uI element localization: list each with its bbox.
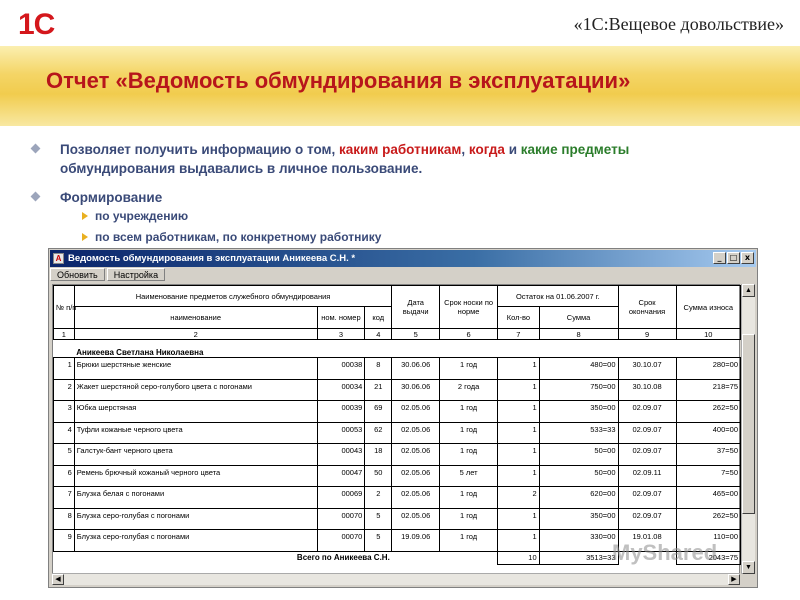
window-title: Ведомость обмундирования в эксплуатации Аникеева С.Н. * xyxy=(68,253,356,264)
item-name: Юбка шерстяная xyxy=(74,401,317,423)
item-name: Блузка серо-голубая с погонами xyxy=(74,530,317,552)
balance-qty: 1 xyxy=(498,508,540,530)
text: обмундирования выдавались в личное пользование. xyxy=(60,161,423,176)
wear-term: 1 год xyxy=(440,508,498,530)
scroll-down-icon[interactable]: ▼ xyxy=(742,561,755,574)
item-code: 69 xyxy=(365,401,392,423)
wear-sum: 400=00 xyxy=(676,422,740,444)
wear-sum: 37=50 xyxy=(676,444,740,466)
window-titlebar[interactable] xyxy=(50,250,756,267)
col-num: 4 xyxy=(365,329,392,340)
balance-qty: 1 xyxy=(498,422,540,444)
item-code: 2 xyxy=(365,487,392,509)
wear-sum: 7=50 xyxy=(676,465,740,487)
header-balance-group: Остаток на 01.06.2007 г. xyxy=(498,286,618,307)
highlight-when: когда xyxy=(468,142,505,157)
bullet-diamond-icon xyxy=(31,192,41,202)
arrow-bullet-icon xyxy=(82,233,88,241)
header-end: Срок окончания xyxy=(618,286,676,329)
end-date: 02.09.11 xyxy=(618,465,676,487)
horizontal-scrollbar[interactable] xyxy=(52,573,740,585)
item-code: 62 xyxy=(365,422,392,444)
table-row[interactable] xyxy=(54,487,741,509)
header-date: Дата выдачи xyxy=(392,286,440,329)
col-num: 10 xyxy=(676,329,740,340)
wear-term: 1 год xyxy=(440,444,498,466)
text: , xyxy=(461,142,469,157)
end-date: 19.01.08 xyxy=(618,530,676,552)
item-code: 5 xyxy=(365,508,392,530)
bullet-formation: Формирование xyxy=(60,190,163,205)
logo-1c xyxy=(8,6,74,40)
header-wear: Сумма износа xyxy=(676,286,740,329)
logo-text: 1С xyxy=(18,8,55,41)
wear-term: 1 год xyxy=(440,358,498,380)
table-row[interactable] xyxy=(54,465,741,487)
item-nom: 00070 xyxy=(317,508,365,530)
header-name: наименование xyxy=(74,307,317,329)
table-row[interactable] xyxy=(54,379,741,401)
table-row[interactable] xyxy=(54,358,741,380)
wear-sum: 465=00 xyxy=(676,487,740,509)
item-name: Жакет шерстяной серо-голубого цвета с погонами xyxy=(74,379,317,401)
brand-title: «1С:Вещевое довольствие» xyxy=(573,14,784,34)
end-date: 02.09.07 xyxy=(618,487,676,509)
end-date: 02.09.07 xyxy=(618,401,676,423)
close-button[interactable]: x xyxy=(741,252,754,264)
table-row[interactable] xyxy=(54,422,741,444)
header-qty: Кол-во xyxy=(498,307,540,329)
arrow-bullet-icon xyxy=(82,212,88,220)
end-date: 02.09.07 xyxy=(618,444,676,466)
item-code: 21 xyxy=(365,379,392,401)
col-num: 9 xyxy=(618,329,676,340)
minimize-button[interactable]: _ xyxy=(713,252,726,264)
row-num: 7 xyxy=(54,487,75,509)
balance-sum: 350=00 xyxy=(539,508,618,530)
item-code: 5 xyxy=(365,530,392,552)
header-term: Срок носки по норме xyxy=(440,286,498,329)
wear-term: 1 год xyxy=(440,487,498,509)
total-label: Всего по Аникеева С.Н. xyxy=(296,553,390,563)
col-num: 6 xyxy=(440,329,498,340)
balance-sum: 480=00 xyxy=(539,358,618,380)
wear-sum: 262=50 xyxy=(676,508,740,530)
item-nom: 00043 xyxy=(317,444,365,466)
vertical-scrollbar[interactable] xyxy=(741,284,755,574)
wear-sum: 110=00 xyxy=(676,530,740,552)
item-name: Ремень брючный кожаный черного цвета xyxy=(74,465,317,487)
item-nom: 00070 xyxy=(317,530,365,552)
issue-date: 02.05.06 xyxy=(392,487,440,509)
balance-qty: 1 xyxy=(498,530,540,552)
header-items-group: Наименование предметов служебного обмундирования xyxy=(74,286,392,307)
watermark: MyShared xyxy=(612,540,718,565)
header-sum: Сумма xyxy=(539,307,618,329)
row-num: 3 xyxy=(54,401,75,423)
col-num: 7 xyxy=(498,329,540,340)
refresh-button[interactable]: Обновить xyxy=(50,268,105,281)
item-nom: 00039 xyxy=(317,401,365,423)
header-nom: ном. номер xyxy=(317,307,365,329)
col-num: 8 xyxy=(539,329,618,340)
wear-sum: 218=75 xyxy=(676,379,740,401)
report-window xyxy=(48,248,758,588)
row-num: 4 xyxy=(54,422,75,444)
maximize-button[interactable]: □ xyxy=(727,252,740,264)
item-code: 50 xyxy=(365,465,392,487)
report-table xyxy=(53,285,741,565)
item-nom: 00053 xyxy=(317,422,365,444)
balance-sum: 750=00 xyxy=(539,379,618,401)
balance-qty: 1 xyxy=(498,358,540,380)
row-num: 8 xyxy=(54,508,75,530)
wear-term: 5 лет xyxy=(440,465,498,487)
table-row[interactable] xyxy=(54,508,741,530)
item-name: Галстук-бант черного цвета xyxy=(74,444,317,466)
item-name: Брюки шерстяные женские xyxy=(74,358,317,380)
item-nom: 00069 xyxy=(317,487,365,509)
sub-bullet-institution: по учреждению xyxy=(95,209,189,223)
balance-sum: 330=00 xyxy=(539,530,618,552)
slide-title: Отчет «Ведомость обмундирования в эксплуатации» xyxy=(46,68,631,93)
balance-qty: 1 xyxy=(498,444,540,466)
bullet-diamond-icon xyxy=(31,144,41,154)
end-date: 02.09.07 xyxy=(618,422,676,444)
wear-term: 2 года xyxy=(440,379,498,401)
window-controls xyxy=(713,252,754,264)
row-num: 5 xyxy=(54,444,75,466)
row-num: 1 xyxy=(54,358,75,380)
highlight-what: какие предметы xyxy=(520,142,630,157)
column-number-row xyxy=(54,329,741,340)
report-icon: A xyxy=(53,253,64,264)
item-nom: 00047 xyxy=(317,465,365,487)
item-name: Блузка серо-голубая с погонами xyxy=(74,508,317,530)
wear-sum: 280=00 xyxy=(676,358,740,380)
row-num: 2 xyxy=(54,379,75,401)
balance-qty: 1 xyxy=(498,379,540,401)
wear-sum: 262=50 xyxy=(676,401,740,423)
item-nom: 00038 xyxy=(317,358,365,380)
total-qty: 10 xyxy=(498,551,540,564)
row-num: 9 xyxy=(54,530,75,552)
scroll-up-icon[interactable]: ▲ xyxy=(742,284,755,297)
item-name: Туфли кожаные черного цвета xyxy=(74,422,317,444)
col-num: 3 xyxy=(317,329,365,340)
report-sheet[interactable] xyxy=(52,284,740,574)
employee-name: Аникеева Светлана Николаевна xyxy=(76,348,204,357)
balance-sum: 620=00 xyxy=(539,487,618,509)
bullet-description xyxy=(60,140,740,178)
item-name: Блузка белая с погонами xyxy=(74,487,317,509)
end-date: 30.10.08 xyxy=(618,379,676,401)
end-date: 02.09.07 xyxy=(618,508,676,530)
issue-date: 02.05.06 xyxy=(392,444,440,466)
row-num: 6 xyxy=(54,465,75,487)
issue-date: 30.06.06 xyxy=(392,358,440,380)
table-row[interactable] xyxy=(54,444,741,466)
scroll-left-icon[interactable]: ◀ xyxy=(52,574,64,585)
col-num: 5 xyxy=(392,329,440,340)
item-code: 8 xyxy=(365,358,392,380)
total-wear: 2043=75 xyxy=(676,551,740,564)
scroll-right-icon[interactable]: ▶ xyxy=(728,574,740,585)
text: и xyxy=(504,142,521,157)
issue-date: 02.05.06 xyxy=(392,508,440,530)
toolbar xyxy=(50,268,756,282)
end-date: 30.10.07 xyxy=(618,358,676,380)
balance-sum: 350=00 xyxy=(539,401,618,423)
issue-date: 02.05.06 xyxy=(392,422,440,444)
item-nom: 00034 xyxy=(317,379,365,401)
table-row[interactable] xyxy=(54,401,741,423)
wear-term: 1 год xyxy=(440,530,498,552)
scroll-thumb[interactable] xyxy=(742,334,755,514)
wear-term: 1 год xyxy=(440,422,498,444)
text: Позволяет получить информацию о том, xyxy=(60,142,340,157)
highlight-who: каким работникам xyxy=(339,142,462,157)
balance-qty: 2 xyxy=(498,487,540,509)
issue-date: 02.05.06 xyxy=(392,465,440,487)
balance-sum: 50=00 xyxy=(539,465,618,487)
issue-date: 19.09.06 xyxy=(392,530,440,552)
item-code: 18 xyxy=(365,444,392,466)
col-num: 1 xyxy=(54,329,75,340)
total-sum: 3513=33 xyxy=(539,551,618,564)
col-num: 2 xyxy=(74,329,317,340)
header-code: код xyxy=(365,307,392,329)
balance-qty: 1 xyxy=(498,401,540,423)
header-num: № п/п xyxy=(54,286,75,329)
balance-qty: 1 xyxy=(498,465,540,487)
balance-sum: 533=33 xyxy=(539,422,618,444)
settings-button[interactable]: Настройка xyxy=(107,268,165,281)
employee-group-row xyxy=(54,340,741,358)
issue-date: 02.05.06 xyxy=(392,401,440,423)
issue-date: 30.06.06 xyxy=(392,379,440,401)
balance-sum: 50=00 xyxy=(539,444,618,466)
wear-term: 1 год xyxy=(440,401,498,423)
sub-bullet-employees: по всем работникам, по конкретному работнику xyxy=(95,230,382,244)
